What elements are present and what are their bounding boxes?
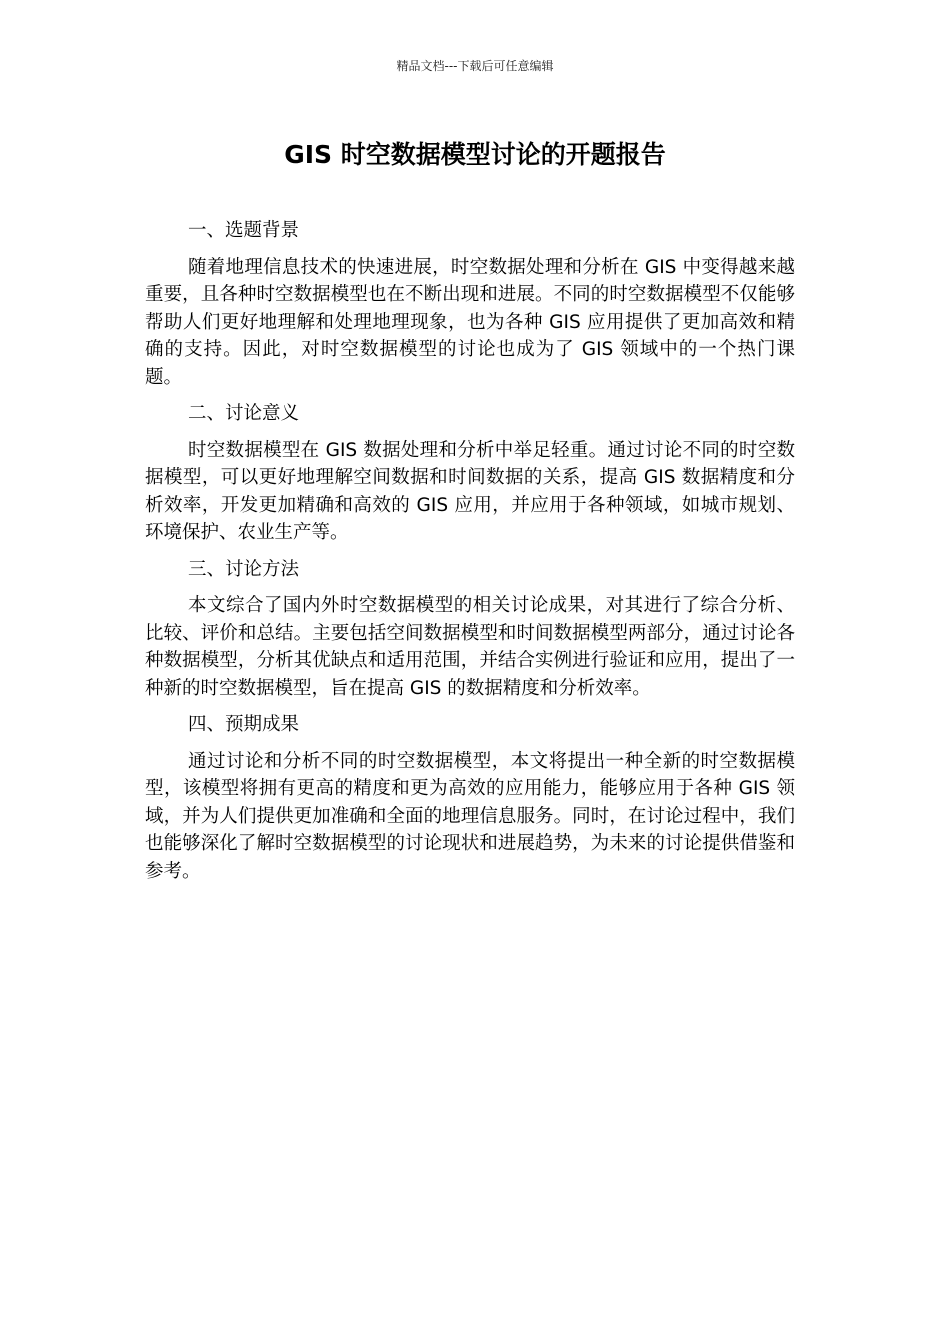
document-body <box>145 217 795 894</box>
section-heading-significance: 二、讨论意义 <box>188 403 300 424</box>
section-body-significance: 时空数据模型在 GIS 数据处理和分析中举足轻重。通过讨论不同的时空数据模型，可以更好地理解空间数据和时间数据的关系，提高 GIS 数据精度和分析效率，开发更加精确和高效的 GIS 应用，并应用于各种领域，如城市规划、环境保护、农业生产等。 <box>145 439 795 543</box>
section-body-background: 随着地理信息技术的快速进展，时空数据处理和分析在 GIS 中变得越来越重要，且各种时空数据模型也在不断出现和进展。不同的时空数据模型不仅能够帮助人们更好地理解和处理地理现象，也为各种 GIS 应用提供了更加高效和精确的支持。因此，对时空数据模型的讨论也成为了 GIS 领域中的一个热门课题。 <box>145 256 795 388</box>
section-heading-background: 一、选题背景 <box>188 220 300 241</box>
section-heading-outcomes: 四、预期成果 <box>188 714 300 735</box>
page-header: 精品文档---下载后可任意编辑 <box>396 59 554 73</box>
document-title: GIS 时空数据模型讨论的开题报告 <box>284 140 666 169</box>
section-heading-methods: 三、讨论方法 <box>188 558 300 580</box>
section-body-methods: 本文综合了国内外时空数据模型的相关讨论成果，对其进行了综合分析、比较、评价和总结。主要包括空间数据模型和时间数据模型两部分，通过讨论各种数据模型，分析其优缺点和适用范围，并结合实例进行验证和应用，提出了一种新的时空数据模型，旨在提高 GIS 的数据精度和分析效率。 <box>145 595 795 699</box>
section-body-outcomes: 通过讨论和分析不同的时空数据模型，本文将提出一种全新的时空数据模型，该模型将拥有更高的精度和更为高效的应用能力，能够应用于各种 GIS 领域，并为人们提供更加准确和全面的地理信息服务。同时，在讨论过程中，我们也能够深化了解时空数据模型的讨论现状和进展趋势，为未来的讨论提供借鉴和参考。 <box>145 750 795 882</box>
